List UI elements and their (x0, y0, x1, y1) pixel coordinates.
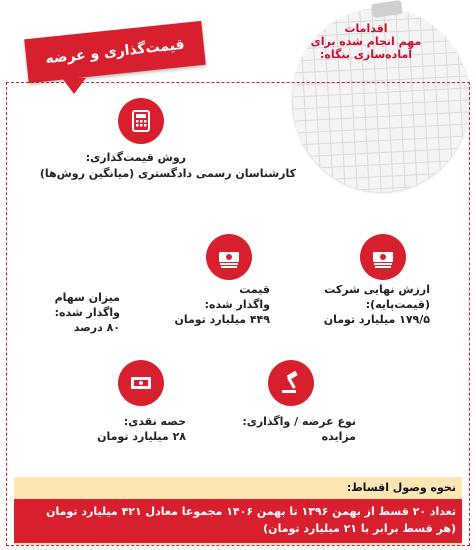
final-value-block: ارزش نهایی شرکت (قیمت‌پایه): ۱۷۹/۵ میلیارد تومان (323, 283, 430, 326)
installments-line-1: تعداد ۲۰ قسط از بهمن ۱۳۹۶ تا بهمن ۱۴۰۶ مجموعا معادل ۴۲۱ میلیارد تومان (46, 505, 456, 518)
note-text (300, 22, 432, 61)
cash-icon (118, 360, 164, 406)
banner-tail (62, 78, 86, 94)
offer-type-block: نوع عرضه / واگذاری: مزایده (242, 415, 356, 443)
transferred-price-block: قیمت واگذار شده: ۴۴۹ میلیارد تومان (174, 283, 270, 326)
share-amount-block: میزان سهام واگذار شده: ۸۰ درصد (54, 291, 120, 334)
money-stack-icon (360, 234, 406, 280)
calculator-icon (118, 98, 164, 144)
auction-icon (268, 360, 314, 406)
note-line-1: اقدامات (344, 22, 388, 35)
note-line-3: آماده‌سازی بنگاه: (319, 48, 413, 61)
pricing-method-label: روش قیمت‌گذاری: (85, 151, 186, 164)
installments-panel (14, 477, 462, 545)
installments-heading: نحوه وصول اقساط: (346, 481, 456, 494)
installments-details (14, 499, 462, 543)
installments-line-2: (هر قسط برابر با ۲۱ میلیارد تومان) (263, 522, 456, 535)
section-banner (24, 21, 206, 83)
cash-share-block: حصه نقدی: ۲۸ میلیارد تومان (97, 415, 186, 443)
pricing-method-value: کارشناسان رسمی دادگستری (میانگین روش‌ها) (39, 167, 296, 180)
note-line-2: مهم انجام شده برای (310, 35, 422, 48)
banner-title: قیمت‌گذاری و عرضه (44, 36, 186, 68)
money-stack-icon (206, 234, 252, 280)
